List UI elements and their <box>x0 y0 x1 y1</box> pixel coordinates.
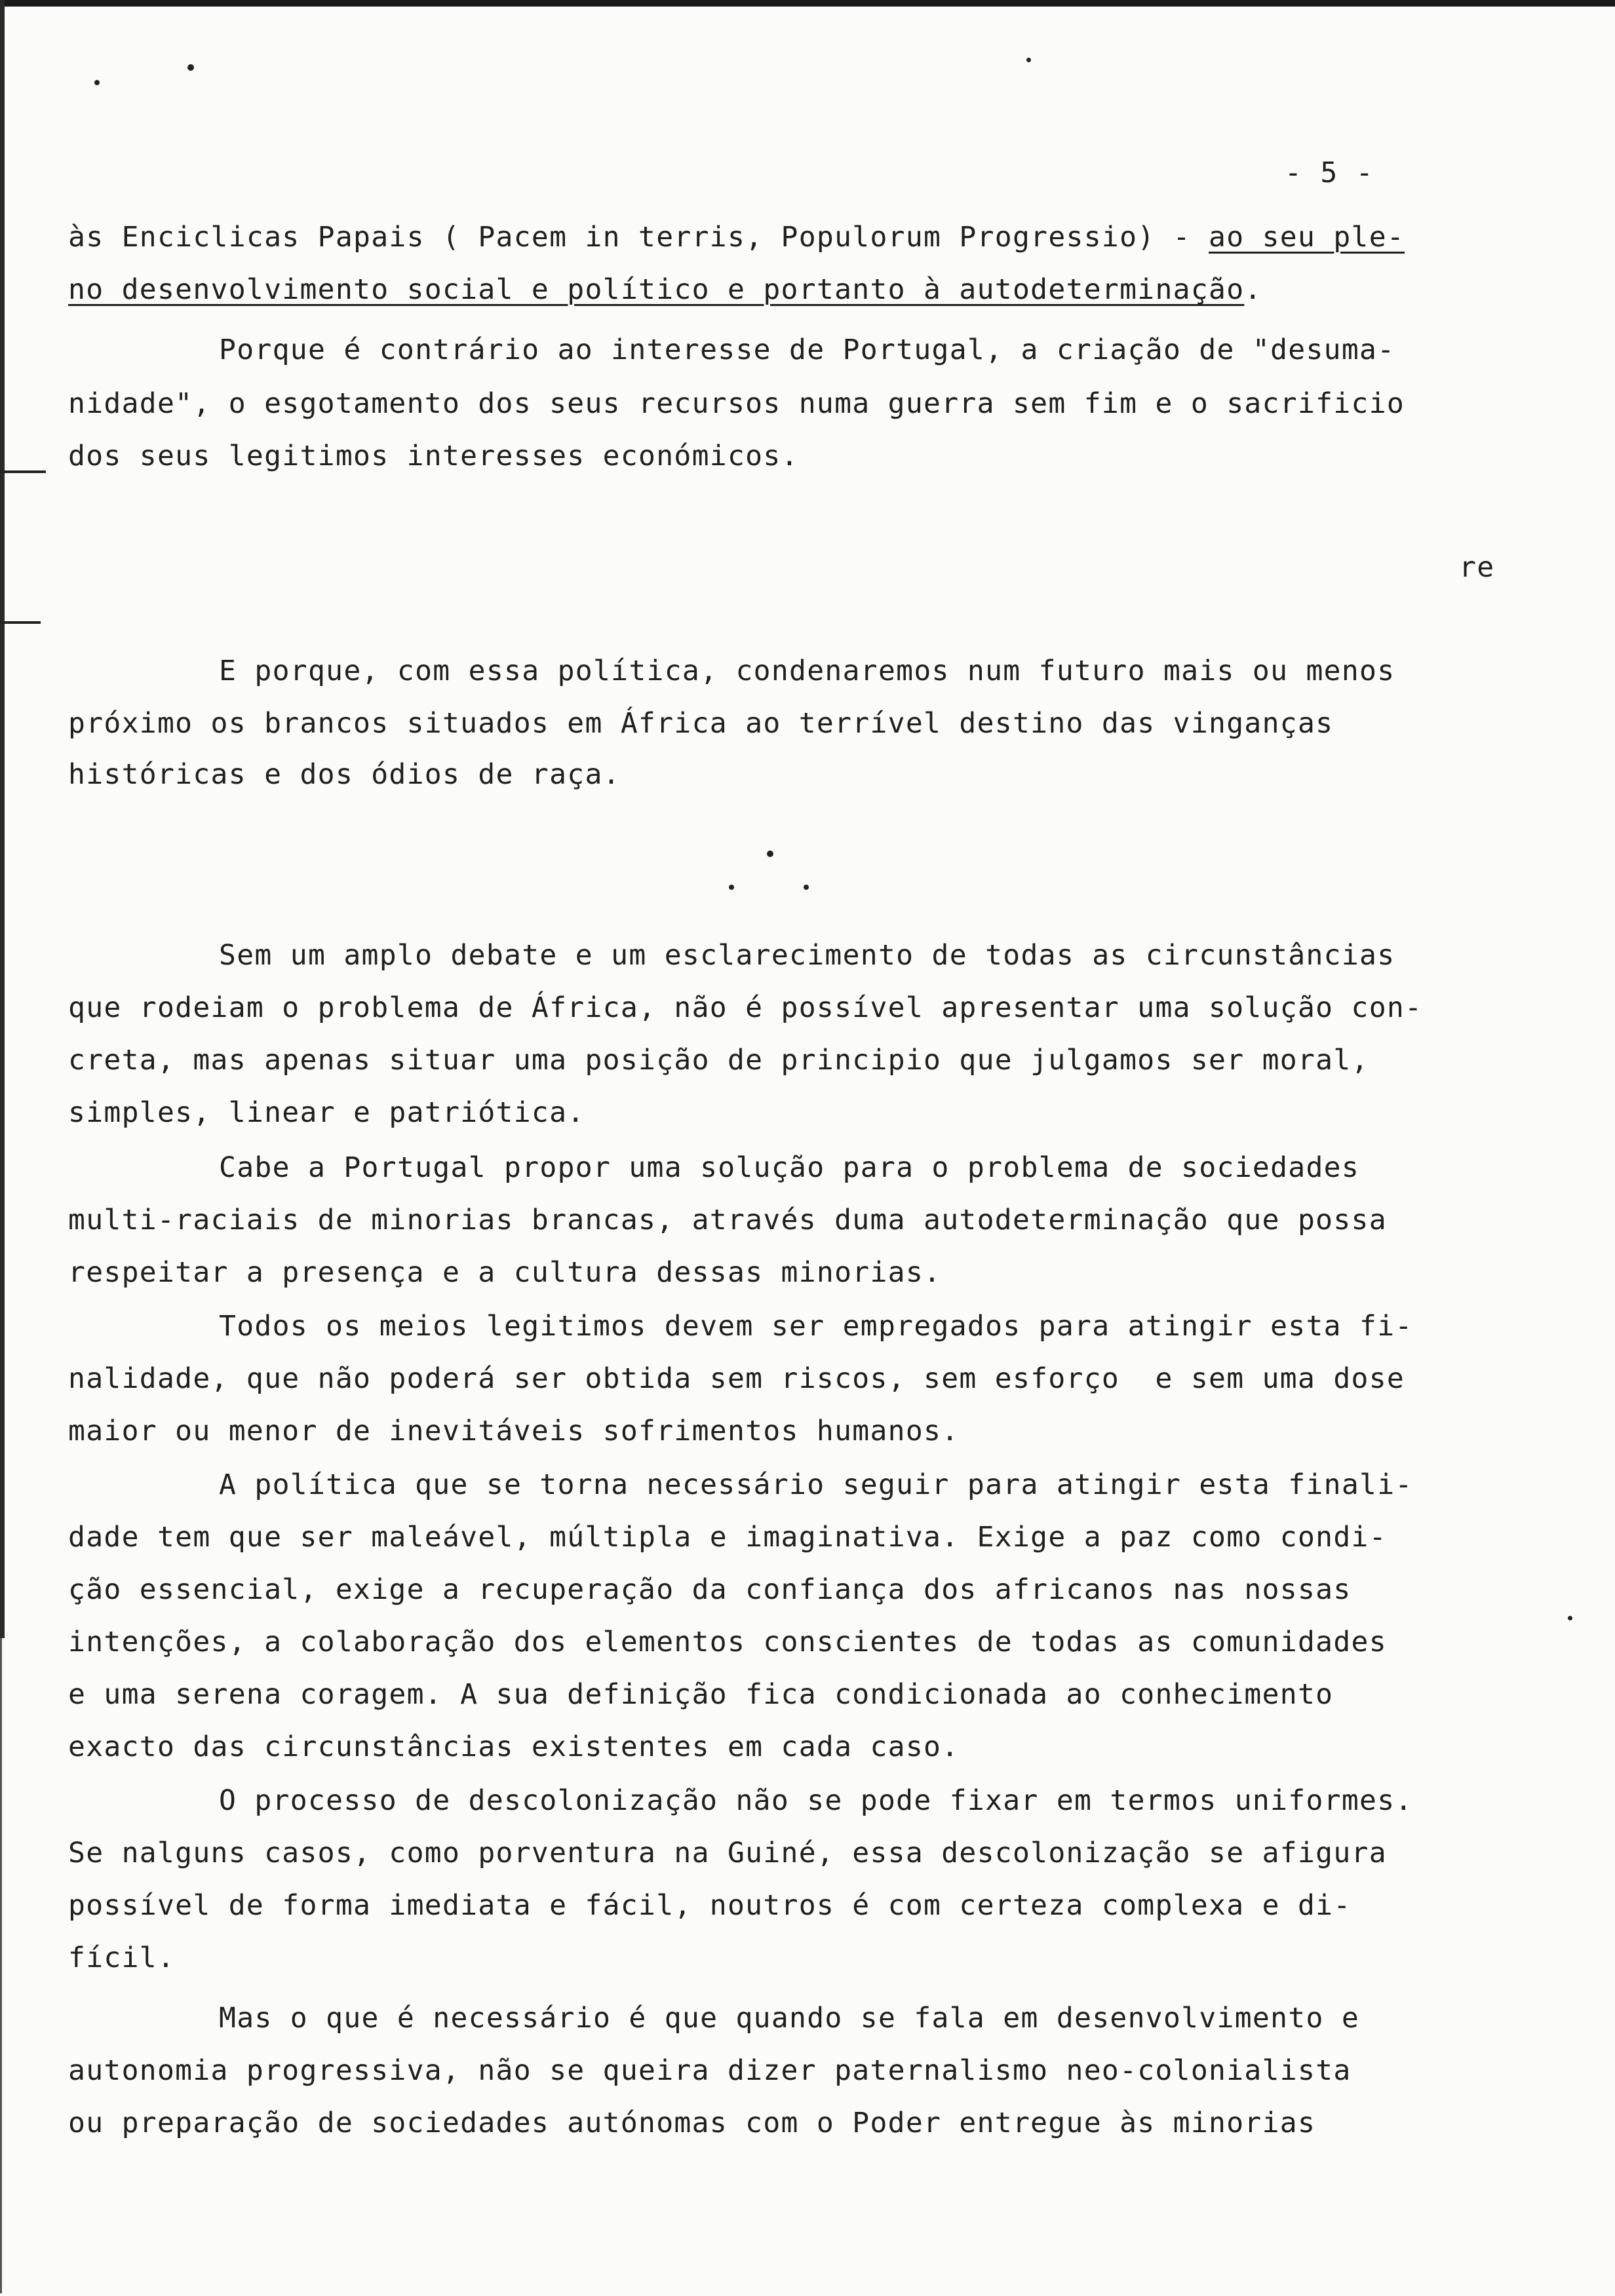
text-line: respeitar a presença e a cultura dessas minorias. <box>68 1256 942 1289</box>
scan-speck <box>1568 1616 1572 1620</box>
scan-speck <box>729 885 734 890</box>
text-line: multi-raciais de minorias brancas, através duma autodeterminação que possa <box>68 1204 1387 1236</box>
text-line: autonomia progressiva, não se queira dizer paternalismo neo-colonialista <box>68 2054 1352 2087</box>
scan-speck <box>187 64 194 71</box>
text-line: dade tem que ser maleável, múltipla e imaginativa. Exige a paz como condi- <box>68 1521 1387 1554</box>
text-line: Cabe a Portugal propor uma solução para o problema de sociedades <box>219 1151 1360 1184</box>
text-line: fícil. <box>68 1942 176 1974</box>
text-line: creta, mas apenas situar uma posição de principio que julgamos ser moral, <box>68 1044 1369 1077</box>
scan-speck <box>94 80 100 85</box>
text-line: A política que se torna necessário seguir para atingir esta finali- <box>219 1468 1413 1501</box>
text-line: nalidade, que não poderá ser obtida sem riscos, sem esforço e sem uma dose <box>68 1362 1405 1395</box>
text-line: maior ou menor de inevitáveis sofrimentos humanos. <box>68 1415 960 1447</box>
text-line: que rodeiam o problema de África, não é possível apresentar uma solução con- <box>68 991 1423 1024</box>
text-line: às Enciclicas Papais ( Pacem in terris, Populorum Progressio) - ao seu ple- <box>68 221 1405 254</box>
scan-edge-left <box>0 0 5 1638</box>
text-line: Porque é contrário ao interesse de Portugal, a criação de "desuma- <box>219 334 1395 366</box>
text-line: E porque, com essa política, condenaremos num futuro mais ou menos <box>219 655 1395 687</box>
text-line: próximo os brancos situados em África ao terrível destino das vinganças <box>68 707 1334 740</box>
text-line: históricas e dos ódios de raça. <box>68 758 621 791</box>
scan-speck <box>767 851 773 857</box>
text-line: e uma serena coragem. A sua definição fica condicionada ao conhecimento <box>68 1678 1334 1711</box>
text-line: dos seus legitimos interesses económicos. <box>68 440 799 472</box>
scan-edge-top <box>0 0 1615 7</box>
text-line: Todos os meios legitimos devem ser empregados para atingir esta fi- <box>219 1310 1413 1343</box>
text-line: exacto das circunstâncias existentes em cada caso. <box>68 1731 960 1763</box>
text-line: possível de forma imediata e fácil, noutros é com certeza complexa e di- <box>68 1889 1352 1922</box>
text-line: no desenvolvimento social e político e portanto à autodeterminação. <box>68 273 1262 306</box>
text-line: Sem um amplo debate e um esclarecimento de todas as circunstâncias <box>219 939 1395 972</box>
scan-tick <box>0 621 41 624</box>
scan-speck <box>804 885 809 890</box>
scan-tick <box>0 470 46 473</box>
text-line: O processo de descolonização não se pode fixar em termos uniformes. <box>219 1784 1413 1817</box>
text-line: ção essencial, exige a recuperação da confiança dos africanos nas nossas <box>68 1573 1352 1606</box>
scan-speck <box>1026 58 1031 62</box>
text-line: ou preparação de sociedades autónomas com o Poder entregue às minorias <box>68 2107 1316 2139</box>
text-line: nidade", o esgotamento dos seus recursos numa guerra sem fim e o sacrificio <box>68 387 1405 420</box>
text-line: Mas o que é necessário é que quando se fala em desenvolvimento e <box>219 2002 1360 2035</box>
text-line: simples, linear e patriótica. <box>68 1096 585 1129</box>
page-number: - 5 - <box>1285 157 1374 189</box>
stray-fragment: re <box>1459 551 1495 584</box>
scan-edge-left-lower <box>0 1638 2 2293</box>
text-line: Se nalguns casos, como porventura na Guiné, essa descolonização se afigura <box>68 1837 1387 1869</box>
text-line: intenções, a colaboração dos elementos conscientes de todas as comunidades <box>68 1626 1387 1658</box>
